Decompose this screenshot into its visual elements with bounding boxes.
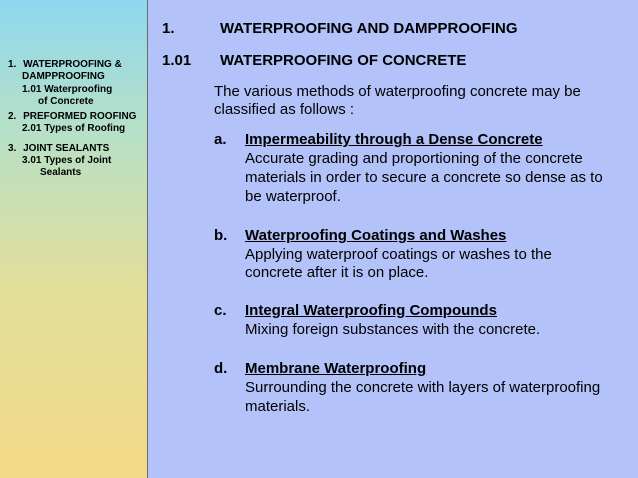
item-text: be waterproof. (245, 188, 341, 205)
subsection-number: 1.01 (162, 52, 192, 69)
item-text: concrete after it is on place. (245, 264, 429, 281)
item-text: Applying waterproof coatings or washes to the (245, 246, 552, 263)
item-letter: d. (214, 360, 228, 377)
item-letter: a. (214, 131, 227, 148)
item-title: Integral Waterproofing Compounds (245, 302, 497, 319)
item-title: Membrane Waterproofing (245, 360, 427, 377)
sidebar-subitem-waterproofing-concrete[interactable]: 1.01 Waterproofing (22, 84, 113, 95)
item-text: Surrounding the concrete with layers of waterproofing (245, 379, 601, 396)
sidebar-item-joint-sealants[interactable] (8, 143, 109, 155)
sidebar-item-number: 3. (8, 143, 17, 154)
intro-line: classified as follows : (214, 101, 355, 118)
sidebar-item-label: PREFORMED ROOFING (23, 111, 137, 122)
sidebar-item-preformed-roofing[interactable] (8, 111, 136, 123)
section-title: WATERPROOFING AND DAMPPROOFING (220, 20, 518, 37)
section-number: 1. (162, 20, 175, 37)
sidebar-item-waterproofing[interactable] (8, 59, 122, 71)
item-text: materials in order to secure a concrete so dense as to (245, 169, 603, 186)
item-text: Mixing foreign substances with the concrete. (245, 321, 541, 338)
sidebar (0, 0, 148, 478)
sidebar-subitem-label-cont: Sealants (40, 167, 82, 178)
item-letter: c. (214, 302, 227, 319)
subsection-title: WATERPROOFING OF CONCRETE (220, 52, 467, 69)
sidebar-subitem-types-roofing[interactable]: 2.01 Types of Roofing (22, 123, 126, 134)
item-title: Impermeability through a Dense Concrete (245, 131, 543, 148)
item-letter: b. (214, 227, 228, 244)
item-text: Accurate grading and proportioning of the concrete (245, 150, 583, 167)
sidebar-item-label: WATERPROOFING & (23, 59, 122, 70)
sidebar-item-label: JOINT SEALANTS (23, 143, 110, 154)
main-content (148, 0, 638, 478)
sidebar-subitem-types-joint[interactable]: 3.01 Types of Joint (22, 155, 112, 166)
sidebar-item-label-cont: DAMPPROOFING (22, 71, 105, 82)
intro-line: The various methods of waterproofing concrete may be (214, 83, 581, 100)
item-text: materials. (245, 398, 311, 415)
sidebar-subitem-label-cont: of Concrete (38, 96, 94, 107)
item-title: Waterproofing Coatings and Washes (245, 227, 507, 244)
sidebar-item-number: 2. (8, 111, 17, 122)
sidebar-item-number: 1. (8, 59, 17, 70)
